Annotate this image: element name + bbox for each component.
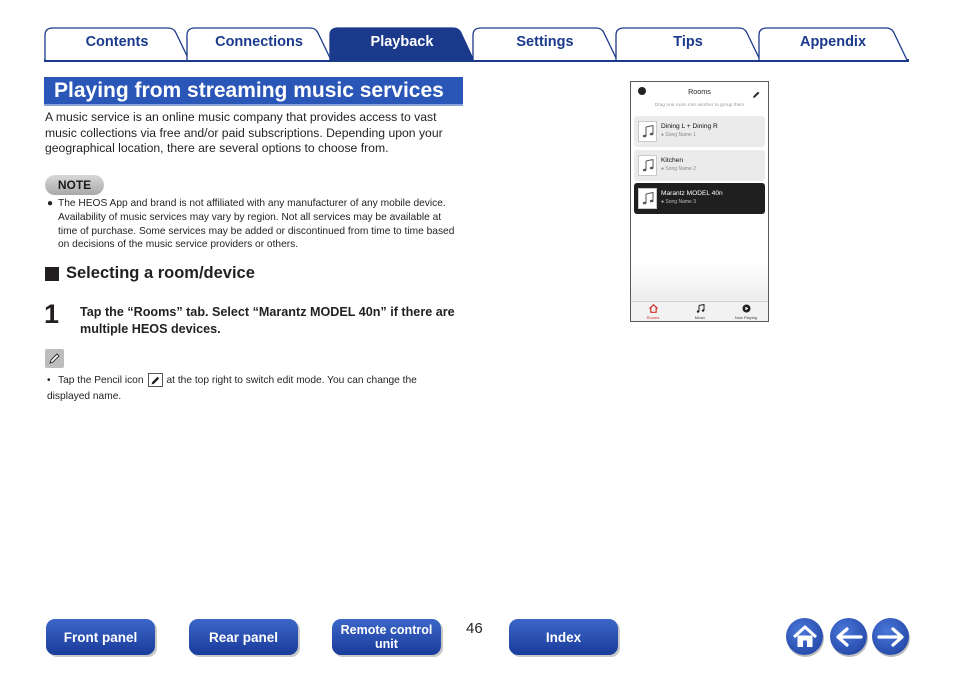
step-text: Tap the “Rooms” tab. Select “Marantz MODEL 40n” if there are multiple HEOS devices.: [80, 305, 455, 336]
tab-appendix[interactable]: [758, 27, 908, 61]
music-note-icon: [638, 188, 657, 209]
room-name: Marantz MODEL 40n: [661, 190, 723, 197]
house-icon: [649, 304, 658, 313]
nav-rooms[interactable]: [633, 304, 673, 320]
tab-connections[interactable]: [186, 27, 332, 61]
back-button[interactable]: [830, 618, 867, 655]
step-number: 1: [44, 299, 60, 329]
app-title: Rooms: [688, 87, 711, 96]
tab-playback-label: Playback: [370, 34, 434, 50]
note-item: [47, 197, 459, 252]
note-badge: NOTE: [45, 175, 104, 195]
tab-bar: [0, 0, 954, 64]
page-number: 46: [466, 620, 483, 637]
music-note-icon: [638, 155, 657, 176]
pencil-tip-icon: [45, 349, 64, 368]
music-note-icon: [696, 304, 705, 313]
list-background: [631, 262, 768, 302]
nav-music[interactable]: [680, 304, 720, 320]
note-item-text: The HEOS App and brand is not affiliated with any manufacturer of any mobile device. Availability of music services may vary by region. Not all services may be available at time of purchase. Some services may be added or discontinued from time to time based on decisions of the music service providers or others.: [58, 198, 455, 251]
tab-settings-label: Settings: [516, 34, 574, 50]
tab-settings[interactable]: [472, 27, 618, 61]
room-item-selected[interactable]: [634, 183, 765, 214]
app-bottom-nav: [631, 301, 768, 321]
music-note-icon: [638, 121, 657, 142]
home-button[interactable]: [786, 618, 823, 655]
room-name: Dining L + Dining R: [661, 123, 718, 130]
forward-button[interactable]: [872, 618, 909, 655]
tip-item: [47, 373, 459, 405]
nav-now-playing-label: Now Playing: [734, 315, 758, 320]
nav-music-label: Music: [694, 315, 706, 320]
app-header: [631, 82, 768, 100]
tip-text-before: Tap the Pencil icon: [58, 375, 144, 386]
tab-contents-label: Contents: [85, 34, 149, 50]
index-button[interactable]: Index: [509, 619, 618, 655]
remote-control-unit-button[interactable]: [332, 619, 441, 655]
tab-tips[interactable]: [615, 27, 761, 61]
room-item[interactable]: [634, 116, 765, 147]
front-panel-button[interactable]: Front panel: [46, 619, 155, 655]
bullet-icon: ●: [47, 198, 54, 209]
page-title: Playing from streaming music services: [54, 79, 444, 102]
section-title: Selecting a room/device: [66, 264, 255, 282]
room-name: Kitchen: [661, 157, 683, 164]
tab-tips-label: Tips: [673, 34, 703, 50]
drag-hint: Drag one room into another to group them: [654, 103, 745, 108]
square-bullet-icon: [45, 267, 59, 281]
page-title-bar: [44, 77, 463, 106]
play-icon: [742, 304, 751, 313]
note-list: [47, 197, 459, 252]
forward-arrow-icon: [877, 627, 905, 647]
section-heading: [45, 264, 255, 283]
tip-text-after: at the top right to switch edit mode. You can change the displayed name.: [47, 375, 417, 402]
nav-rooms-label: Rooms: [646, 315, 660, 320]
room-song: ● Song Name 2: [661, 166, 696, 172]
room-song: ● Song Name 1: [661, 132, 696, 138]
rear-panel-button[interactable]: Rear panel: [189, 619, 298, 655]
app-screenshot: [630, 81, 769, 322]
home-icon: [792, 625, 818, 649]
nav-now-playing[interactable]: [726, 304, 766, 320]
intro-paragraph: A music service is an online music company that provides access to vast music collections via free and/or paid subscriptions. Depending upon your geographical location, there are several options to choose from.: [45, 110, 443, 156]
room-song: ● Song Name 3: [661, 199, 696, 205]
bullet-icon: •: [47, 375, 51, 386]
pencil-edit-icon[interactable]: [752, 86, 761, 104]
tab-connections-label: Connections: [215, 34, 303, 50]
back-arrow-icon: [835, 627, 863, 647]
tab-contents[interactable]: [44, 27, 190, 61]
remote-control-label-line2: unit: [375, 637, 398, 651]
tab-appendix-label: Appendix: [799, 34, 867, 50]
pencil-icon: [148, 373, 163, 387]
remote-control-label-line1: Remote control: [340, 623, 433, 637]
room-item[interactable]: [634, 150, 765, 181]
tab-playback[interactable]: [329, 27, 475, 61]
